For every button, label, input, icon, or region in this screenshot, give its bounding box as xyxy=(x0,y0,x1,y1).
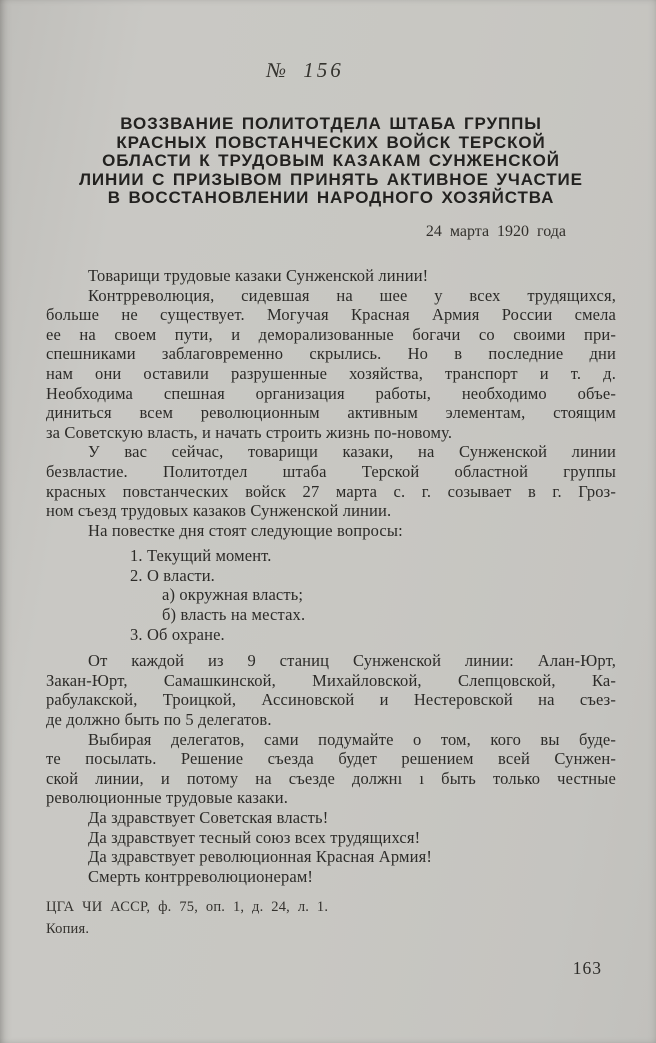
slogan-red-army xyxy=(46,847,616,867)
title-line: ВОЗЗВАНИЕ ПОЛИТОТДЕЛА ШТАБА ГРУППЫ xyxy=(120,114,542,133)
archive-reference: ЦГА ЧИ АССР, ф. 75, оп. 1, д. 24, л. 1. xyxy=(46,899,329,916)
title-line: В ВОССТАНОВЛЕНИИ НАРОДНОГО ХОЗЯЙСТВА xyxy=(107,188,555,208)
paragraph-congress-announcement xyxy=(46,442,616,520)
slogan-soviet-power xyxy=(46,808,616,828)
text-line: От каждой из 9 станиц Сунженской линии: Алан-Юрт, xyxy=(88,651,616,671)
text-line: де должно быть по 5 делегатов. xyxy=(46,710,272,730)
title-line: ОБЛАСТИ К ТРУДОВЫМ КАЗАКАМ СУНЖЕНСКОЙ xyxy=(102,151,560,171)
text-line: На повестке дня стоят следующие вопросы: xyxy=(88,520,403,540)
agenda-list-item: б) власть на местах. xyxy=(162,605,306,625)
text-line: Товарищи трудовые казаки Сунженской линии! xyxy=(88,265,429,285)
text-line: Необходима спешная организация работы, необходимо объе- xyxy=(46,383,616,403)
document-number: № 156 xyxy=(266,58,344,82)
copy-note: Копия. xyxy=(46,921,90,938)
text-line: рабулакской, Троицкой, Ассиновской и Нестеровской на съез- xyxy=(46,690,616,710)
text-line: безвластие. Политотдел штаба Терской областной группы xyxy=(46,461,616,481)
document-title xyxy=(46,115,616,208)
document-body xyxy=(46,266,616,886)
text-line: красных повстанческих войск 27 марта с. г. созывает в г. Гроз- xyxy=(46,481,616,501)
paragraph-delegates-choice xyxy=(46,730,616,808)
agenda-list xyxy=(46,546,616,644)
agenda-list-item: а) окружная власть; xyxy=(162,585,304,605)
text-line: спешниками заблаговременно скрылись. Но в последние дни xyxy=(46,344,616,364)
text-line: Да здравствует революционная Красная Армия! xyxy=(88,847,432,867)
text-line: те посылать. Решение съезда будет решением всей Сунжен- xyxy=(46,749,616,769)
text-line: Да здравствует тесный союз всех трудящихся! xyxy=(88,827,421,847)
paragraph-counterrevolution xyxy=(46,286,616,443)
document-date: 24 марта 1920 года xyxy=(425,222,566,240)
title-line: КРАСНЫХ ПОВСТАНЧЕСКИХ ВОЙСК ТЕРСКОЙ xyxy=(116,132,546,152)
text-line: Смерть контрреволюционерам! xyxy=(88,866,314,886)
text-line: революционные трудовые казаки. xyxy=(46,788,288,808)
agenda-list-item: 3. Об охране. xyxy=(130,624,225,644)
text-line: Контрреволюция, сидевшая на шее у всех трудящихся, xyxy=(88,285,616,305)
text-line: Выбирая делегатов, сами подумайте о том, кого вы буде- xyxy=(88,729,616,749)
archive-footer xyxy=(46,896,616,940)
slogan-death xyxy=(46,867,616,887)
agenda-list-item: 1. Текущий момент. xyxy=(130,546,272,566)
title-line: ЛИНИИ С ПРИЗЫВОМ ПРИНЯТЬ АКТИВНОЕ УЧАСТИЕ xyxy=(79,169,583,189)
agenda-list-item: 2. О власти. xyxy=(130,565,215,585)
text-line: ской линии, и потому на съезде должнı ı быть только честные xyxy=(46,768,616,788)
text-line: Да здравствует Советская власть! xyxy=(88,808,329,827)
salutation xyxy=(46,266,616,286)
page-number: 163 xyxy=(572,958,602,978)
text-line: ном съезд трудовых казаков Сунженской линии. xyxy=(46,501,392,521)
text-line: У вас сейчас, товарищи казаки, на Сунженской линии xyxy=(88,442,616,462)
text-line: Закан-Юрт, Самашкинской, Михайловской, Слепцовской, Ка- xyxy=(46,670,616,690)
text-line: за Советскую власть, и начать строить жизнь по-новому. xyxy=(46,422,453,442)
text-line: нам они оставили разрушенные хозяйства, транспорт и т. д. xyxy=(46,363,616,383)
text-line: больше не существует. Могучая Красная Армия России смела xyxy=(46,305,616,325)
text-line: диниться всем революционным активным элементам, стоящим xyxy=(46,403,616,423)
slogan-union xyxy=(46,828,616,848)
text-line: ее на своем пути, и деморализованные богачи со своими при- xyxy=(46,324,616,344)
paragraph-delegates-quota xyxy=(46,651,616,729)
paragraph-agenda-intro xyxy=(46,521,616,541)
